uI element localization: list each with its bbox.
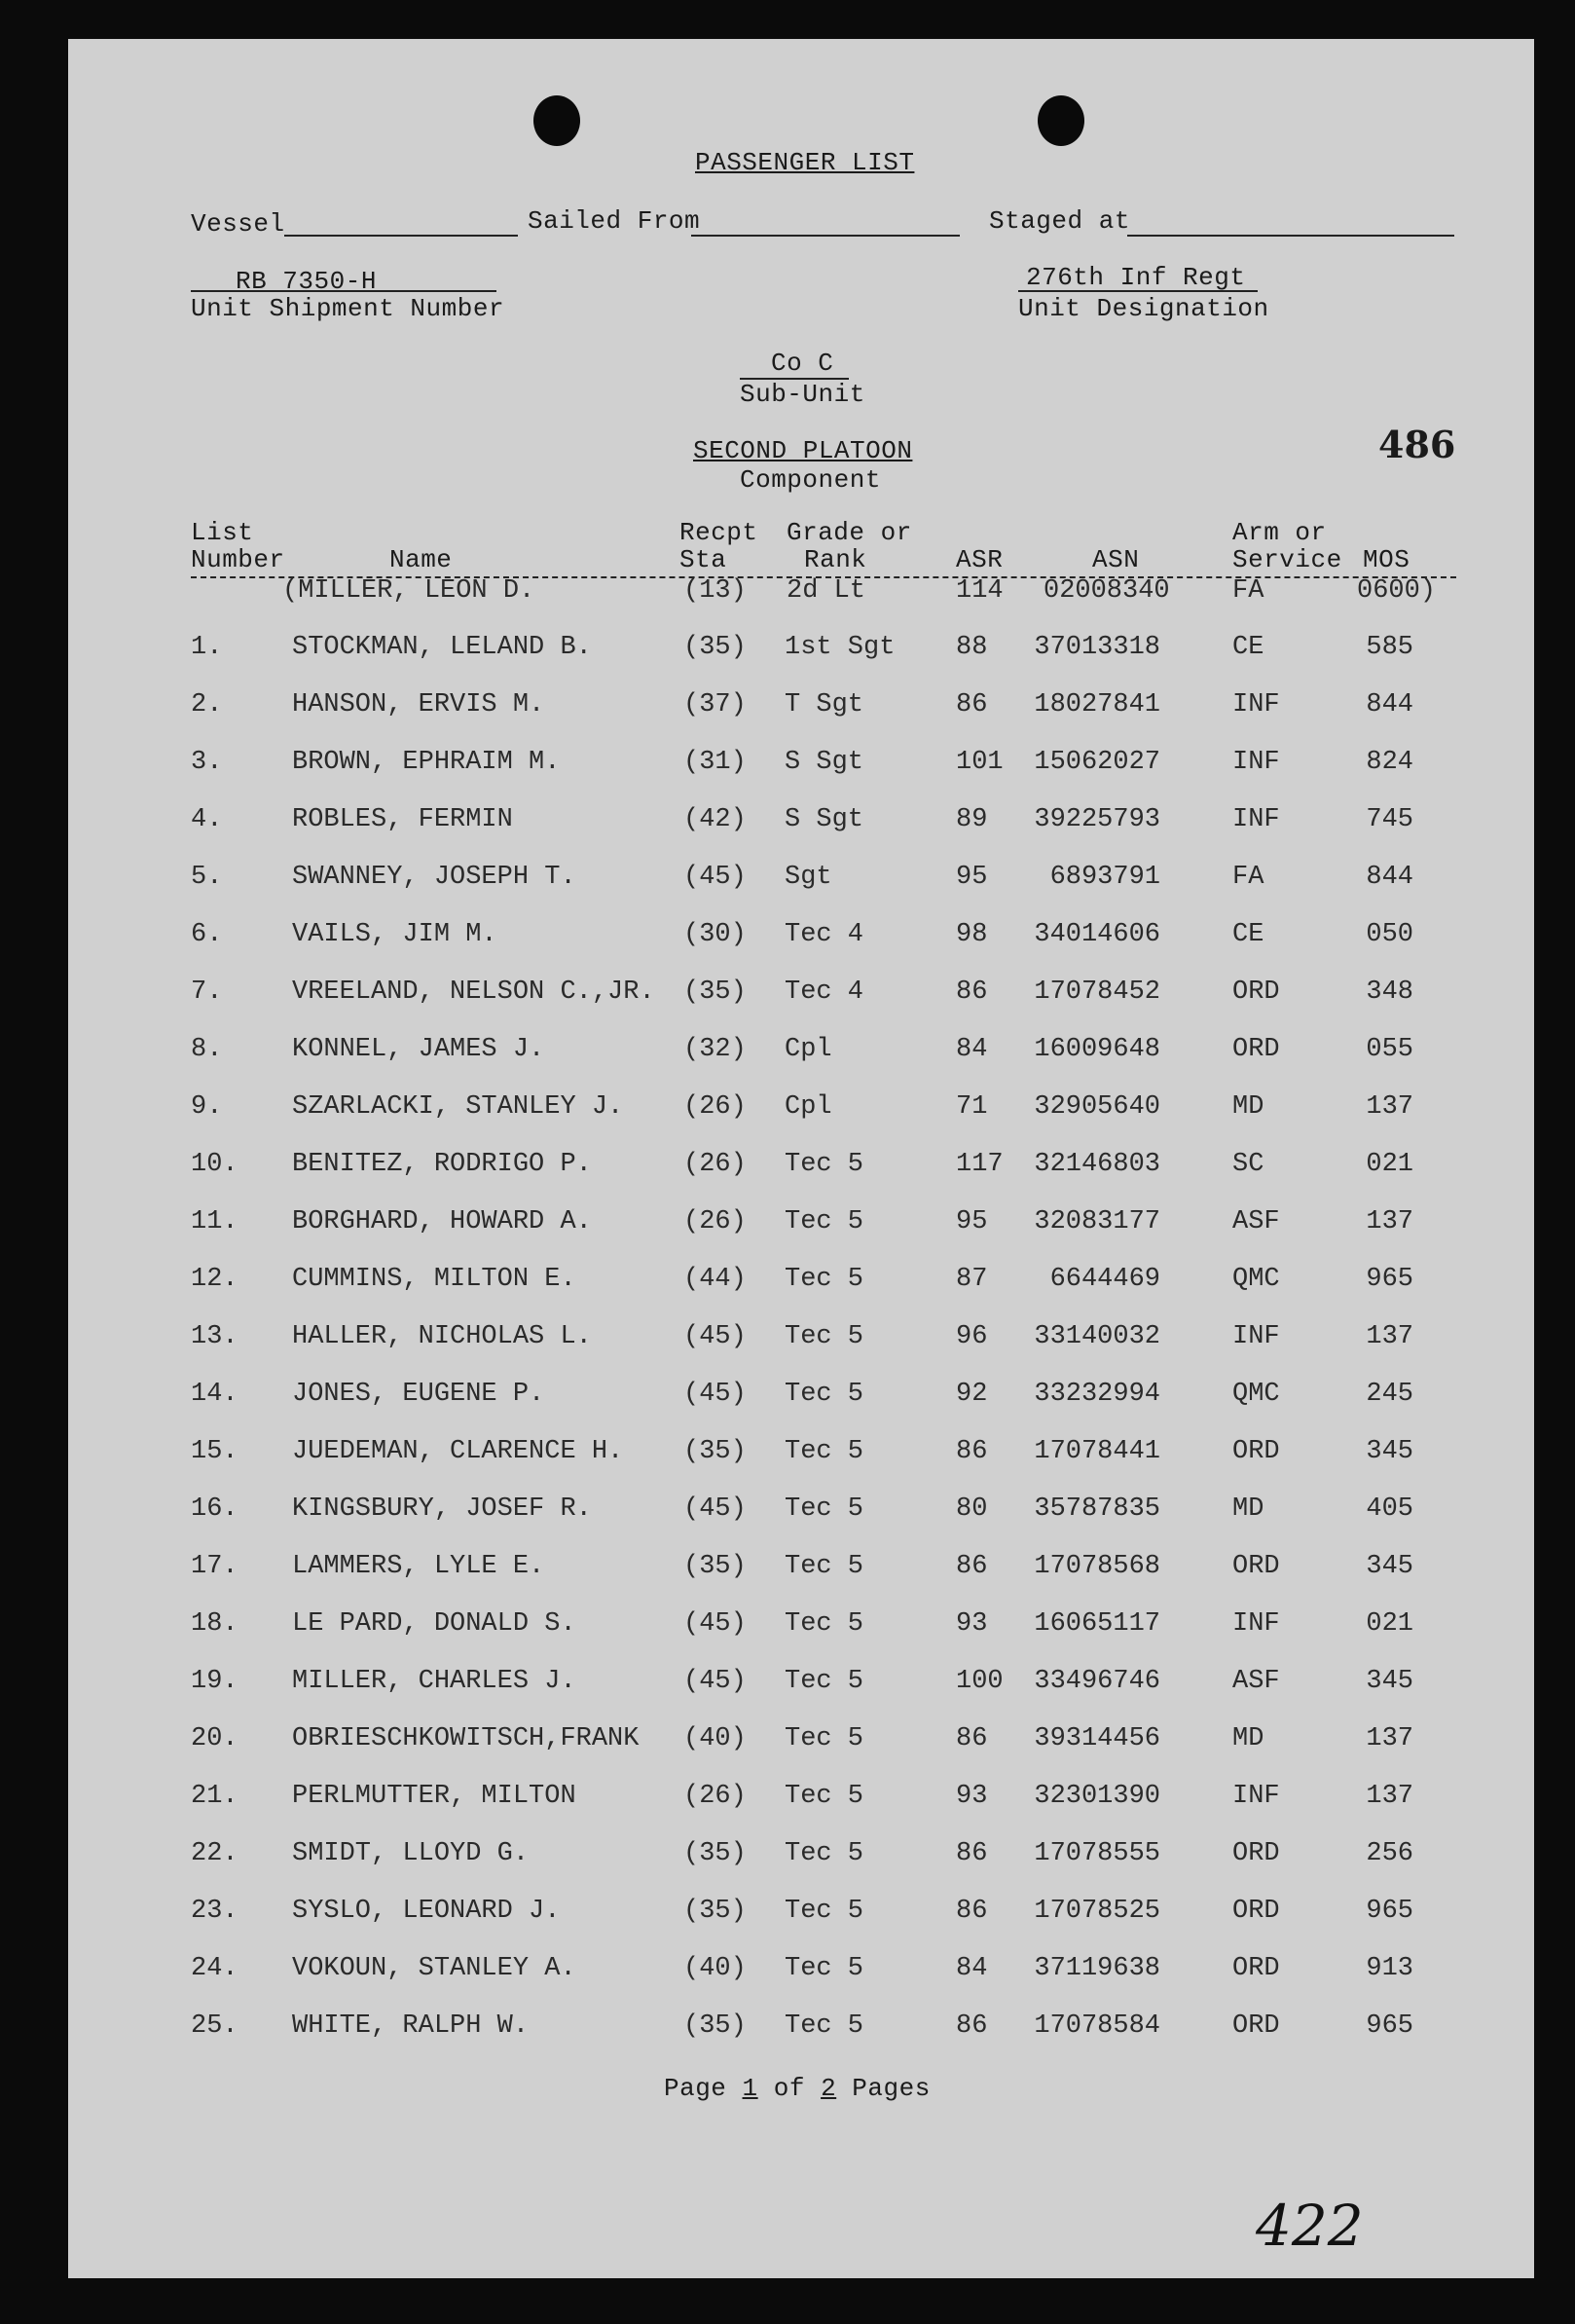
cell-num: 7.: [191, 978, 223, 1007]
cell-num: 19.: [191, 1667, 238, 1696]
col-recpt-line1: Recpt: [679, 518, 758, 547]
cell-grade: Tec 4: [785, 920, 864, 949]
cell-asn: 17078441: [1034, 1437, 1160, 1466]
cell-sta: (42): [683, 805, 747, 834]
cell-asn: 17078452: [1034, 978, 1160, 1007]
cell-grade: T Sgt: [785, 690, 864, 719]
cell-asn: 17078555: [1034, 1839, 1160, 1868]
cell-asr: 96: [956, 1322, 988, 1351]
cell-mos: 055: [1366, 1035, 1413, 1064]
cell-grade: Tec 5: [785, 1494, 864, 1524]
officer-mos: 0600): [1357, 576, 1437, 606]
cell-asr: 84: [956, 1954, 988, 1983]
vessel-blank: [284, 235, 518, 237]
cell-name: LAMMERS, LYLE E.: [292, 1552, 545, 1581]
cell-asr: 86: [956, 1724, 988, 1753]
sub-unit-value: Co C: [771, 349, 834, 378]
cell-asn: 32146803: [1034, 1150, 1160, 1179]
cell-asr: 86: [956, 1839, 988, 1868]
cell-grade: Tec 5: [785, 1207, 864, 1236]
col-arm-line1: Arm or: [1232, 518, 1327, 547]
cell-num: 21.: [191, 1782, 238, 1811]
cell-asr: 71: [956, 1092, 988, 1122]
cell-num: 15.: [191, 1437, 238, 1466]
cell-mos: 913: [1366, 1954, 1413, 1983]
cell-num: 12.: [191, 1265, 238, 1294]
cell-arm: CE: [1232, 633, 1264, 662]
cell-num: 16.: [191, 1494, 238, 1524]
cell-asr: 117: [956, 1150, 1004, 1179]
cell-arm: ASF: [1232, 1207, 1280, 1236]
cell-grade: Tec 5: [785, 1552, 864, 1581]
cell-asn: 32301390: [1034, 1782, 1160, 1811]
cell-sta: (26): [683, 1782, 747, 1811]
cell-name: VAILS, JIM M.: [292, 920, 497, 949]
cell-asr: 86: [956, 1437, 988, 1466]
cell-asn: 17078568: [1034, 1552, 1160, 1581]
cell-arm: ASF: [1232, 1667, 1280, 1696]
cell-asn: 32905640: [1034, 1092, 1160, 1122]
cell-arm: QMC: [1232, 1265, 1280, 1294]
cell-grade: Tec 5: [785, 1265, 864, 1294]
cell-arm: QMC: [1232, 1380, 1280, 1409]
cell-asr: 86: [956, 2011, 988, 2041]
cell-arm: MD: [1232, 1494, 1264, 1524]
cell-sta: (45): [683, 1380, 747, 1409]
officer-grade: 2d Lt: [787, 576, 866, 606]
cell-asn: 32083177: [1034, 1207, 1160, 1236]
cell-num: 10.: [191, 1150, 238, 1179]
cell-mos: 256: [1366, 1839, 1413, 1868]
cell-sta: (45): [683, 1494, 747, 1524]
cell-num: 9.: [191, 1092, 223, 1122]
unit-designation-line: [1018, 290, 1258, 292]
cell-asn: 6644469: [1049, 1265, 1160, 1294]
cell-mos: 021: [1366, 1609, 1413, 1639]
cell-num: 13.: [191, 1322, 238, 1351]
document-title: PASSENGER LIST: [695, 148, 915, 177]
cell-arm: ORD: [1232, 1437, 1280, 1466]
cell-arm: ORD: [1232, 978, 1280, 1007]
cell-grade: Tec 5: [785, 1609, 864, 1639]
cell-asr: 89: [956, 805, 988, 834]
cell-arm: CE: [1232, 920, 1264, 949]
cell-asr: 86: [956, 978, 988, 1007]
stamp-number: 486: [1378, 423, 1456, 466]
cell-grade: Tec 5: [785, 1782, 864, 1811]
cell-mos: 137: [1366, 1724, 1413, 1753]
cell-sta: (26): [683, 1092, 747, 1122]
cell-grade: Tec 5: [785, 1667, 864, 1696]
cell-asn: 33232994: [1034, 1380, 1160, 1409]
col-list-number-line2: Number: [191, 545, 285, 574]
cell-asn: 39225793: [1034, 805, 1160, 834]
cell-asr: 88: [956, 633, 988, 662]
cell-sta: (35): [683, 2011, 747, 2041]
cell-num: 3.: [191, 748, 223, 777]
col-recpt-line2: Sta: [679, 545, 727, 574]
page-footer: [664, 2074, 931, 2103]
col-grade-line2: Rank: [804, 545, 867, 574]
cell-name: KONNEL, JAMES J.: [292, 1035, 545, 1064]
cell-grade: Sgt: [785, 863, 832, 892]
cell-arm: SC: [1232, 1150, 1264, 1179]
cell-asr: 95: [956, 1207, 988, 1236]
cell-asn: 16065117: [1034, 1609, 1160, 1639]
cell-num: 20.: [191, 1724, 238, 1753]
cell-sta: (32): [683, 1035, 747, 1064]
cell-name: VOKOUN, STANLEY A.: [292, 1954, 576, 1983]
cell-asn: 33496746: [1034, 1667, 1160, 1696]
cell-sta: (40): [683, 1724, 747, 1753]
cell-mos: 137: [1366, 1207, 1413, 1236]
cell-asr: 86: [956, 1552, 988, 1581]
punch-hole-left: [533, 95, 580, 146]
cell-name: SZARLACKI, STANLEY J.: [292, 1092, 624, 1122]
cell-sta: (45): [683, 1609, 747, 1639]
cell-sta: (45): [683, 863, 747, 892]
cell-mos: 021: [1366, 1150, 1413, 1179]
cell-asn: 18027841: [1034, 690, 1160, 719]
officer-asr: 114: [956, 576, 1004, 606]
cell-arm: ORD: [1232, 1954, 1280, 1983]
cell-arm: FA: [1232, 863, 1264, 892]
cell-name: VREELAND, NELSON C.,JR.: [292, 978, 655, 1007]
cell-name: SYSLO, LEONARD J.: [292, 1897, 561, 1926]
sailed-from-blank: [691, 235, 960, 237]
cell-asr: 86: [956, 1897, 988, 1926]
handwritten-page-number: 422: [1256, 2193, 1364, 2259]
cell-mos: 348: [1366, 978, 1413, 1007]
cell-sta: (35): [683, 1897, 747, 1926]
cell-asn: 33140032: [1034, 1322, 1160, 1351]
officer-recpt-sta: (13): [683, 576, 747, 606]
unit-shipment-number-line: [191, 290, 496, 292]
col-asr: ASR: [956, 545, 1004, 574]
cell-sta: (35): [683, 633, 747, 662]
cell-asn: 35787835: [1034, 1494, 1160, 1524]
cell-arm: ORD: [1232, 1897, 1280, 1926]
cell-asn: 16009648: [1034, 1035, 1160, 1064]
cell-mos: 965: [1366, 2011, 1413, 2041]
cell-num: 1.: [191, 633, 223, 662]
cell-num: 25.: [191, 2011, 238, 2041]
cell-mos: 137: [1366, 1322, 1413, 1351]
cell-mos: 345: [1366, 1437, 1413, 1466]
cell-asr: 92: [956, 1380, 988, 1409]
cell-sta: (44): [683, 1265, 747, 1294]
cell-name: BORGHARD, HOWARD A.: [292, 1207, 592, 1236]
cell-arm: INF: [1232, 748, 1280, 777]
cell-name: STOCKMAN, LELAND B.: [292, 633, 592, 662]
cell-asn: 17078584: [1034, 2011, 1160, 2041]
cell-mos: 405: [1366, 1494, 1413, 1524]
cell-sta: (26): [683, 1150, 747, 1179]
cell-name: WHITE, RALPH W.: [292, 2011, 530, 2041]
cell-sta: (40): [683, 1954, 747, 1983]
page-total: 2: [821, 2074, 837, 2103]
cell-name: JUEDEMAN, CLARENCE H.: [292, 1437, 624, 1466]
cell-grade: Tec 5: [785, 1380, 864, 1409]
cell-grade: Tec 5: [785, 1954, 864, 1983]
cell-asn: 15062027: [1034, 748, 1160, 777]
unit-designation-value: 276th Inf Regt: [1026, 263, 1246, 292]
cell-name: MILLER, CHARLES J.: [292, 1667, 576, 1696]
cell-mos: 345: [1366, 1667, 1413, 1696]
unit-shipment-number-value: RB 7350-H: [236, 267, 377, 296]
officer-asn: 02008340: [1044, 576, 1170, 606]
cell-arm: ORD: [1232, 1552, 1280, 1581]
officer-arm: FA: [1232, 576, 1264, 606]
cell-name: BROWN, EPHRAIM M.: [292, 748, 561, 777]
col-name: Name: [389, 545, 453, 574]
cell-asn: 39314456: [1034, 1724, 1160, 1753]
unit-designation-label: Unit Designation: [1018, 294, 1269, 323]
cell-sta: (45): [683, 1322, 747, 1351]
cell-grade: S Sgt: [785, 805, 864, 834]
cell-sta: (35): [683, 1839, 747, 1868]
cell-asr: 98: [956, 920, 988, 949]
cell-mos: 844: [1366, 863, 1413, 892]
cell-asn: 17078525: [1034, 1897, 1160, 1926]
cell-num: 6.: [191, 920, 223, 949]
cell-asr: 95: [956, 863, 988, 892]
cell-name: OBRIESCHKOWITSCH,FRANK: [292, 1724, 640, 1753]
cell-sta: (35): [683, 1437, 747, 1466]
cell-sta: (37): [683, 690, 747, 719]
cell-grade: S Sgt: [785, 748, 864, 777]
cell-arm: MD: [1232, 1724, 1264, 1753]
page-number: 1: [742, 2074, 758, 2103]
cell-mos: 585: [1366, 633, 1413, 662]
cell-num: 5.: [191, 863, 223, 892]
cell-asr: 84: [956, 1035, 988, 1064]
vessel-label: Vessel: [191, 209, 285, 239]
col-asn: ASN: [1092, 545, 1140, 574]
cell-name: SWANNEY, JOSEPH T.: [292, 863, 576, 892]
cell-name: KINGSBURY, JOSEF R.: [292, 1494, 592, 1524]
cell-sta: (35): [683, 978, 747, 1007]
cell-sta: (31): [683, 748, 747, 777]
cell-mos: 345: [1366, 1552, 1413, 1581]
cell-grade: 1st Sgt: [785, 633, 896, 662]
cell-asr: 93: [956, 1609, 988, 1639]
cell-num: 22.: [191, 1839, 238, 1868]
page-of: of: [773, 2074, 805, 2103]
cell-asn: 6893791: [1049, 863, 1160, 892]
cell-name: BENITEZ, RODRIGO P.: [292, 1150, 592, 1179]
cell-name: PERLMUTTER, MILTON: [292, 1782, 576, 1811]
col-arm-line2: Service: [1232, 545, 1342, 574]
cell-grade: Tec 5: [785, 1322, 864, 1351]
cell-arm: ORD: [1232, 1035, 1280, 1064]
cell-asr: 100: [956, 1667, 1004, 1696]
component-value: SECOND PLATOON: [693, 436, 913, 465]
staged-at-blank: [1127, 235, 1454, 237]
cell-name: HANSON, ERVIS M.: [292, 690, 545, 719]
cell-arm: MD: [1232, 1092, 1264, 1122]
col-mos: MOS: [1363, 545, 1410, 574]
cell-grade: Tec 4: [785, 978, 864, 1007]
cell-asr: 101: [956, 748, 1004, 777]
cell-arm: INF: [1232, 1322, 1280, 1351]
cell-asn: 37013318: [1034, 633, 1160, 662]
staged-at-label: Staged at: [989, 206, 1130, 236]
cell-mos: 745: [1366, 805, 1413, 834]
component-label: Component: [740, 465, 881, 495]
cell-arm: ORD: [1232, 1839, 1280, 1868]
cell-grade: Cpl: [785, 1092, 832, 1122]
cell-name: LE PARD, DONALD S.: [292, 1609, 576, 1639]
cell-mos: 245: [1366, 1380, 1413, 1409]
officer-name: (MILLER, LEON D.: [282, 576, 535, 606]
cell-arm: INF: [1232, 1782, 1280, 1811]
cell-grade: Tec 5: [785, 1724, 864, 1753]
cell-name: JONES, EUGENE P.: [292, 1380, 545, 1409]
cell-sta: (26): [683, 1207, 747, 1236]
page-prefix: Page: [664, 2074, 727, 2103]
cell-name: ROBLES, FERMIN: [292, 805, 513, 834]
cell-sta: (45): [683, 1667, 747, 1696]
cell-name: HALLER, NICHOLAS L.: [292, 1322, 592, 1351]
cell-grade: Tec 5: [785, 1839, 864, 1868]
cell-num: 11.: [191, 1207, 238, 1236]
cell-sta: (35): [683, 1552, 747, 1581]
col-list-number-line1: List: [191, 518, 254, 547]
cell-grade: Cpl: [785, 1035, 832, 1064]
cell-grade: Tec 5: [785, 2011, 864, 2041]
cell-grade: Tec 5: [785, 1897, 864, 1926]
cell-num: 18.: [191, 1609, 238, 1639]
page-suffix: Pages: [852, 2074, 931, 2103]
cell-num: 17.: [191, 1552, 238, 1581]
cell-mos: 824: [1366, 748, 1413, 777]
cell-grade: Tec 5: [785, 1150, 864, 1179]
cell-arm: ORD: [1232, 2011, 1280, 2041]
cell-arm: INF: [1232, 805, 1280, 834]
cell-mos: 050: [1366, 920, 1413, 949]
cell-asr: 93: [956, 1782, 988, 1811]
cell-num: 8.: [191, 1035, 223, 1064]
cell-grade: Tec 5: [785, 1437, 864, 1466]
cell-mos: 965: [1366, 1897, 1413, 1926]
cell-num: 23.: [191, 1897, 238, 1926]
cell-mos: 844: [1366, 690, 1413, 719]
cell-asr: 87: [956, 1265, 988, 1294]
cell-num: 2.: [191, 690, 223, 719]
cell-arm: INF: [1232, 690, 1280, 719]
document-page: [68, 39, 1534, 2278]
cell-arm: INF: [1232, 1609, 1280, 1639]
cell-name: CUMMINS, MILTON E.: [292, 1265, 576, 1294]
cell-mos: 965: [1366, 1265, 1413, 1294]
cell-asr: 80: [956, 1494, 988, 1524]
cell-mos: 137: [1366, 1782, 1413, 1811]
cell-num: 24.: [191, 1954, 238, 1983]
cell-asn: 37119638: [1034, 1954, 1160, 1983]
cell-mos: 137: [1366, 1092, 1413, 1122]
sailed-from-label: Sailed From: [528, 206, 701, 236]
cell-asr: 86: [956, 690, 988, 719]
sub-unit-label: Sub-Unit: [740, 380, 865, 409]
cell-sta: (30): [683, 920, 747, 949]
cell-num: 14.: [191, 1380, 238, 1409]
unit-shipment-number-label: Unit Shipment Number: [191, 294, 505, 323]
col-grade-line1: Grade or: [787, 518, 912, 547]
cell-name: SMIDT, LLOYD G.: [292, 1839, 530, 1868]
punch-hole-right: [1038, 95, 1084, 146]
cell-asn: 34014606: [1034, 920, 1160, 949]
cell-num: 4.: [191, 805, 223, 834]
